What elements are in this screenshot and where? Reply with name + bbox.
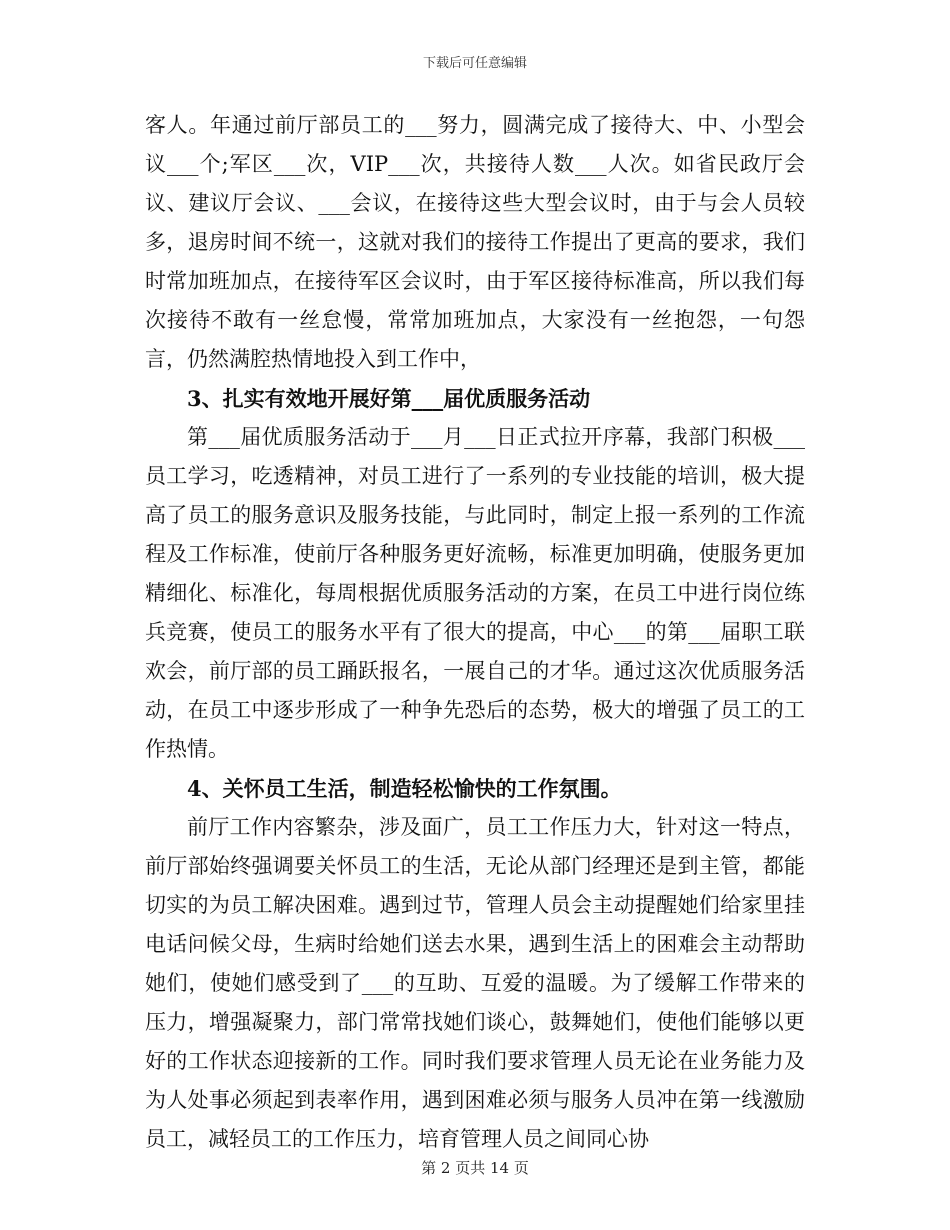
paragraph-staff-care: 前厅工作内容繁杂，涉及面广，员工工作压力大，针对这一特点，前厅部始终强调要关怀员工的生活，无论从部门经理还是到主管，都能切实的为员工解决困难。遇到过节，管理人员会主动提醒她们给家里挂电话问候父母，生病时给她们送去水果，遇到生活上的困难会主动帮助她们，使她们感受到了___的互助、互爱的温暖。为了缓解工作带来的压力，增强凝聚力，部门常常找她们谈心，鼓舞她们，使他们能够以更好的工作状态迎接新的工作。同时我们要求管理人员无论在业务能力及为人处事必须起到表率作用，遇到困难必须与服务人员冲在第一线激励员工，减轻员工的工作压力，培育管理人员之间同心协: [145, 815, 805, 1151]
paragraph-quality-service: 第___届优质服务活动于___月___日正式拉开序幕，我部门积极___员工学习，吃透精神，对员工进行了一系列的专业技能的培训，极大提高了员工的服务意识及服务技能，与此同时，制定上报一系列的工作流程及工作标准，使前厅各种服务更好流畅，标准更加明确，使服务更加精细化、标准化，每周根据优质服务活动的方案，在员工中进行岗位练兵竞赛，使员工的服务水平有了很大的提高，中心___的第___届职工联欢会，前厅部的员工踊跃报名，一展自己的才华。通过这次优质服务活动，在员工中逐步形成了一种争先恐后的态势，极大的增强了员工的工作热情。: [145, 425, 805, 761]
page-footer: 第 2 页共 14 页: [421, 1159, 529, 1177]
document-body: [145, 106, 805, 1159]
section-heading-4: 4、关怀员工生活，制造轻松愉快的工作氛围。: [187, 776, 622, 801]
paragraph-continuation: 客人。年通过前厅部员工的___努力，圆满完成了接待大、中、小型会议___个;军区___次，VIP___次，共接待人数___人次。如省民政厅会议、建议厅会议、___会议，在接待这些大型会议时，由于与会人员较多，退房时间不统一，这就对我们的接待工作提出了更高的要求，我们时常加班加点，在接待军区会议时，由于军区接待标准高，所以我们每次接待不敢有一丝怠慢，常常加班加点，大家没有一丝抱怨，一句怨言，仍然满腔热情地投入到工作中，: [145, 113, 805, 371]
section-heading-3: 3、扎实有效地开展好第___届优质服务活动: [187, 386, 591, 411]
page-header: 下载后可任意编辑: [422, 56, 527, 71]
